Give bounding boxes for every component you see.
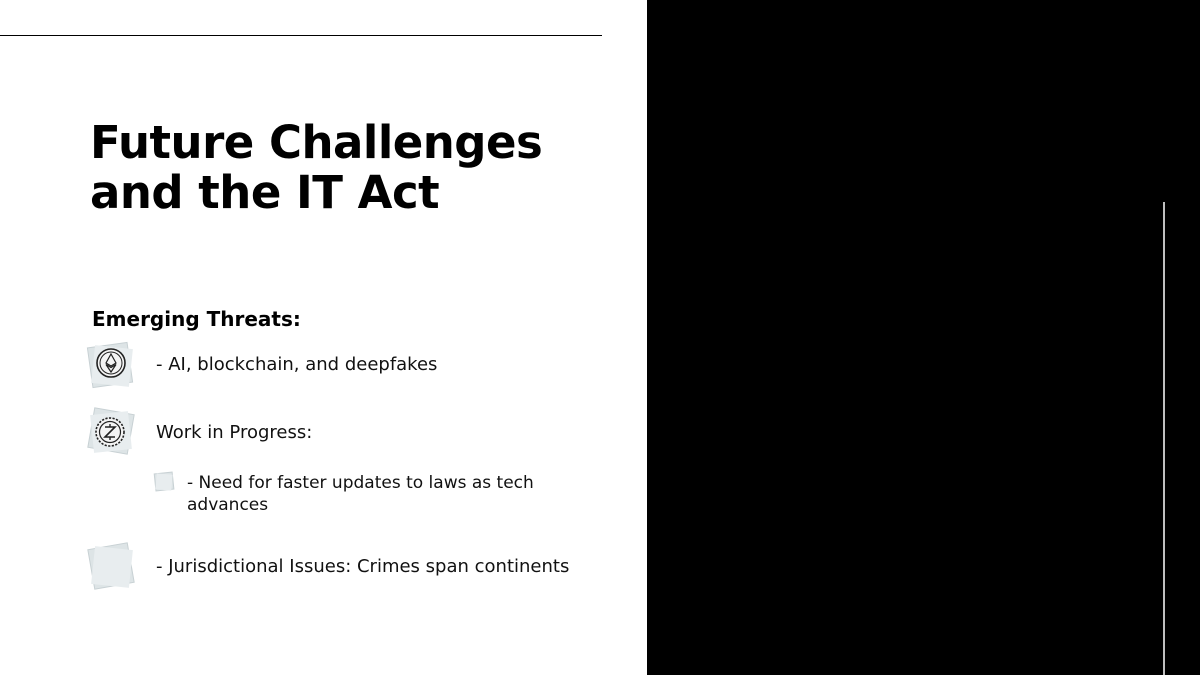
zcash-coin-icon: [84, 405, 138, 457]
slide-title-line-1: Future Challenges: [90, 116, 543, 169]
tile-icon: [152, 470, 178, 494]
dark-side-panel: [647, 0, 1200, 675]
top-divider: [0, 35, 602, 36]
tile-icon: [84, 540, 140, 592]
bullet-item-2: Work in Progress:: [156, 422, 313, 443]
bullet-item-4: - Jurisdictional Issues: Crimes span continents: [156, 556, 570, 577]
panel-vertical-divider: [1163, 202, 1165, 675]
bullet-item-1: - AI, blockchain, and deepfakes: [156, 354, 438, 375]
section-heading: Emerging Threats:: [92, 307, 301, 331]
bullet-item-3: - Need for faster updates to laws as tech advances: [187, 473, 534, 515]
ethereum-coin-icon: [84, 340, 138, 390]
slide-title: [90, 118, 542, 218]
slide-title-line-2: and the IT Act: [90, 166, 440, 219]
